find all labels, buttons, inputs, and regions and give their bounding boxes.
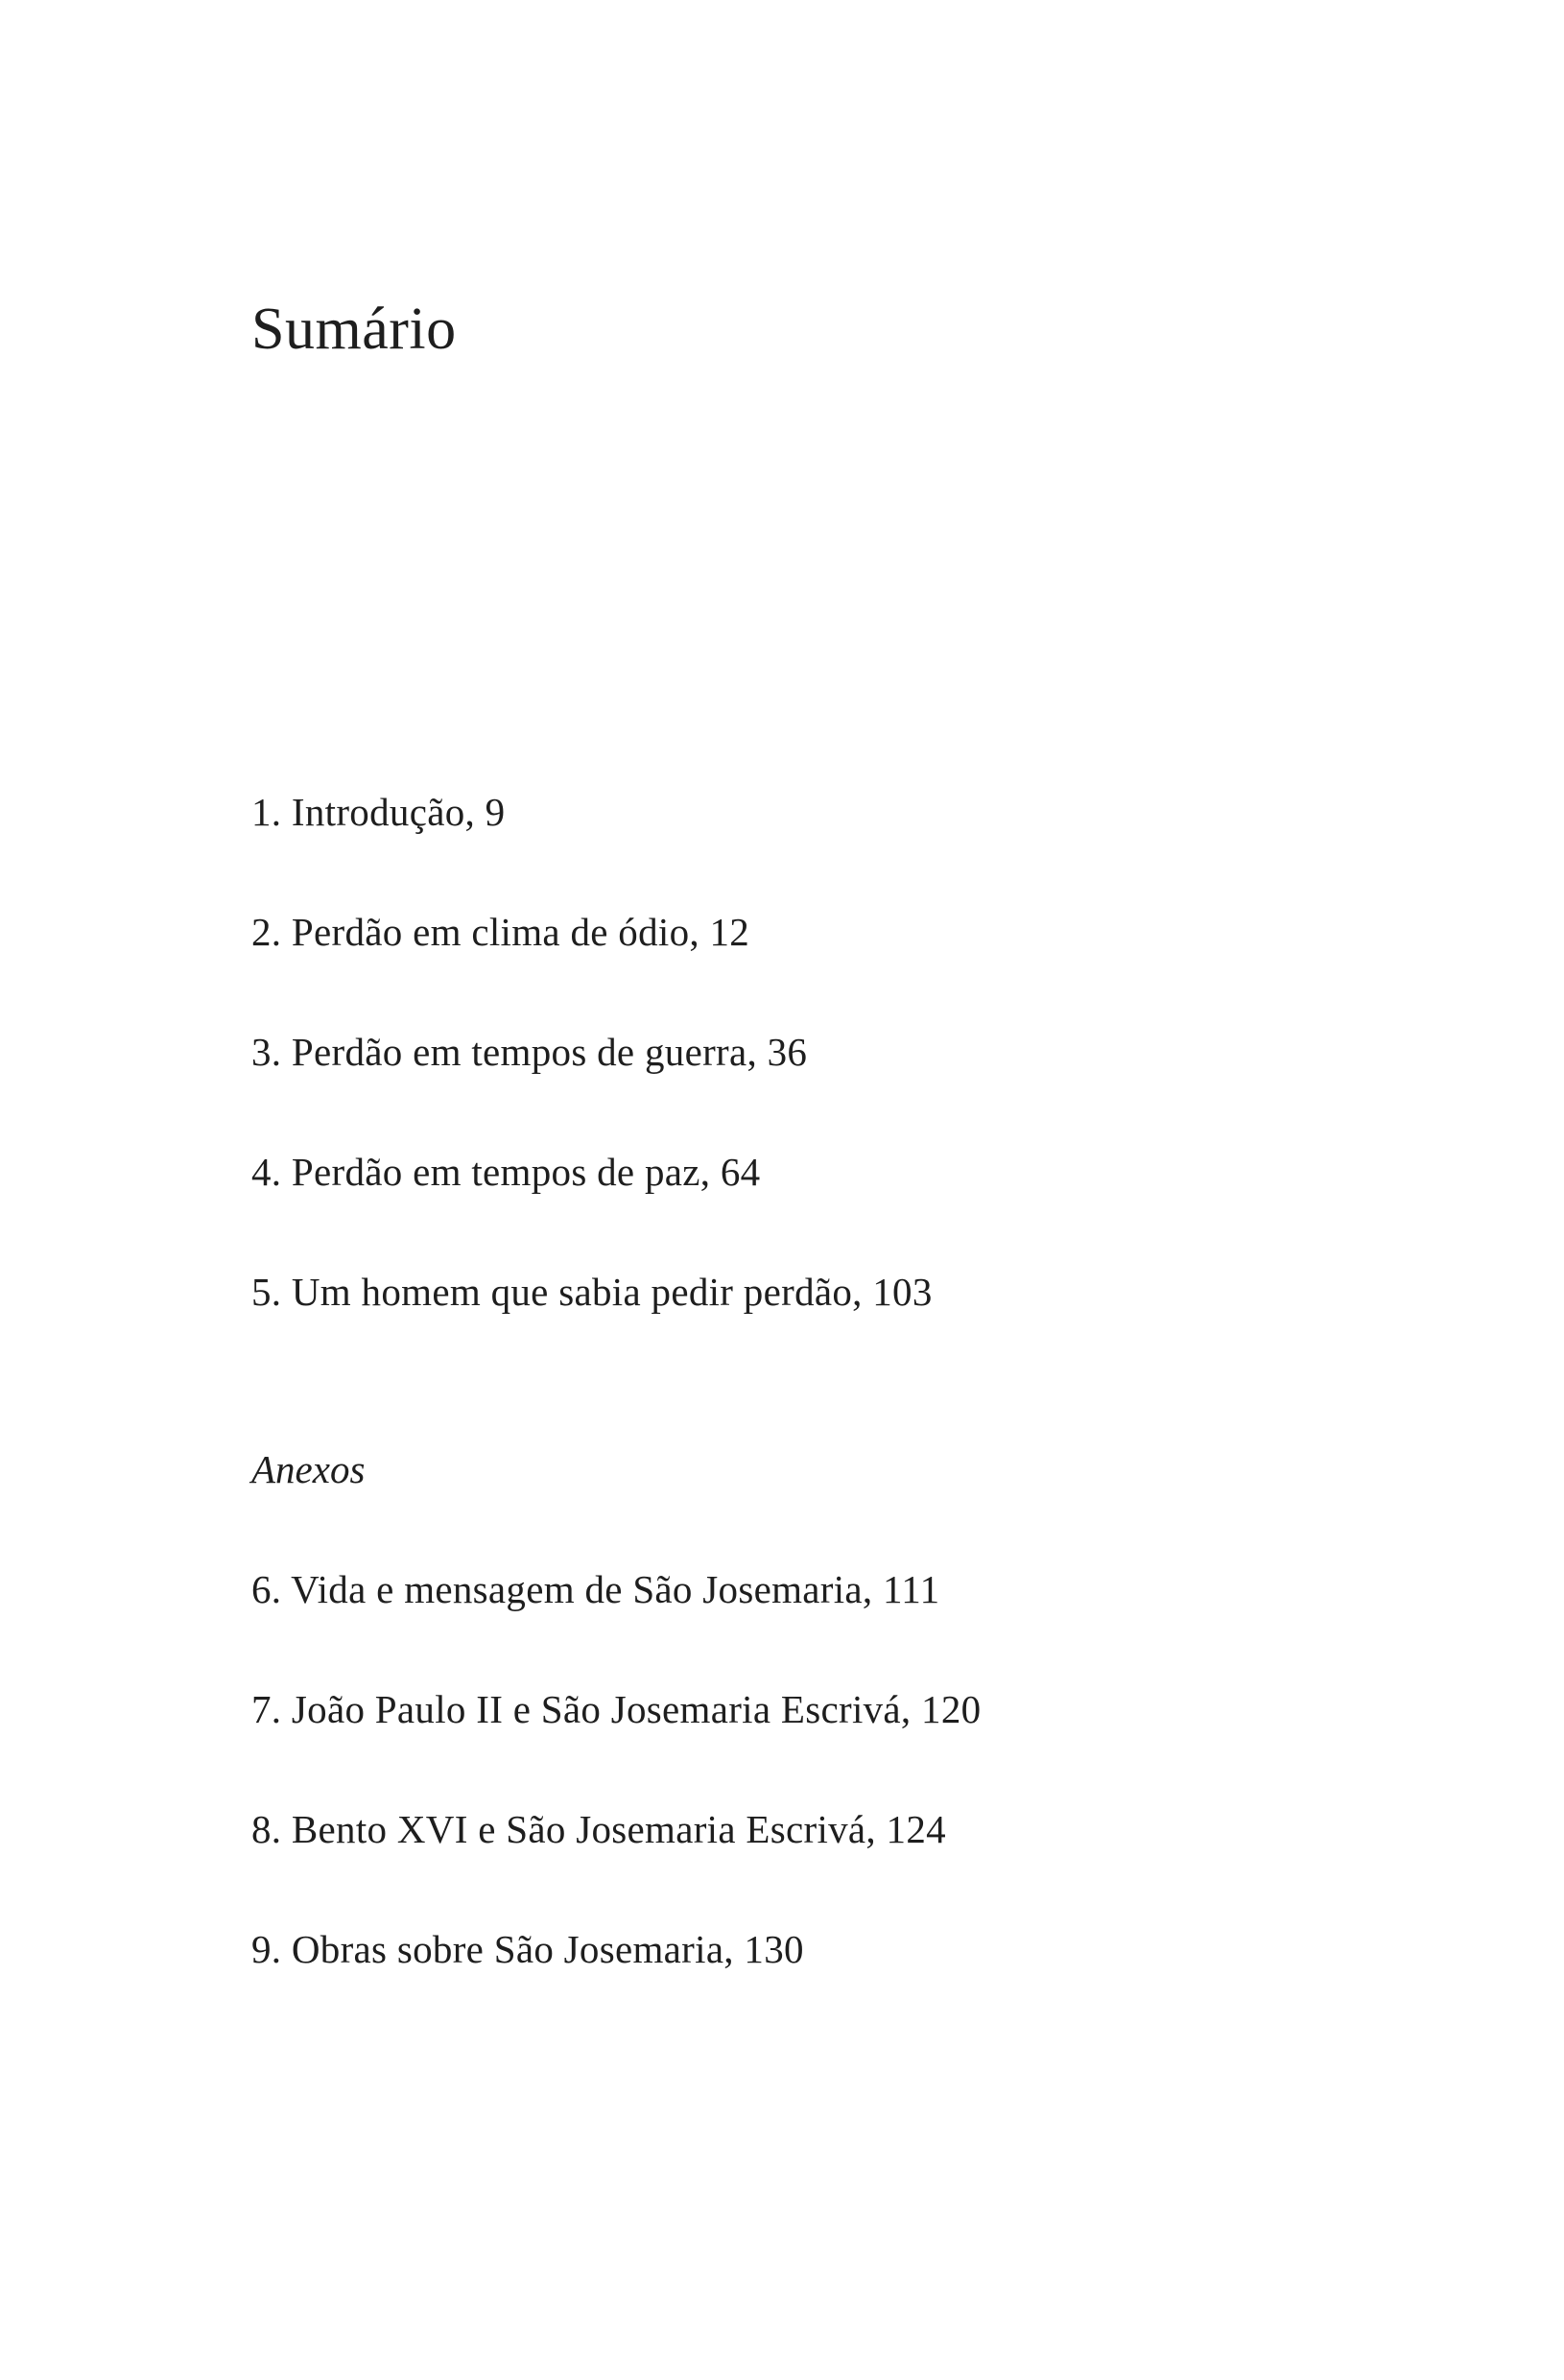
annex-heading: Anexos — [251, 1447, 366, 1491]
toc-entry: 7. João Paulo II e São Josemaria Escrivá, 120 — [251, 1687, 982, 1731]
toc-entry: 1. Introdução, 9 — [251, 790, 506, 834]
toc-entry: 8. Bento XVI e São Josemaria Escrivá, 124 — [251, 1807, 946, 1851]
toc-entry: 4. Perdão em tempos de paz, 64 — [251, 1150, 761, 1194]
toc-entry: 5. Um homem que sabia pedir perdão, 103 — [251, 1270, 933, 1314]
toc-entry: 6. Vida e mensagem de São Josemaria, 111 — [251, 1567, 940, 1611]
toc-entry: 9. Obras sobre São Josemaria, 130 — [251, 1927, 804, 1971]
toc-entry: 3. Perdão em tempos de guerra, 36 — [251, 1030, 808, 1074]
toc-entry: 2. Perdão em clima de ódio, 12 — [251, 910, 750, 954]
page-title: Sumário — [251, 297, 457, 362]
